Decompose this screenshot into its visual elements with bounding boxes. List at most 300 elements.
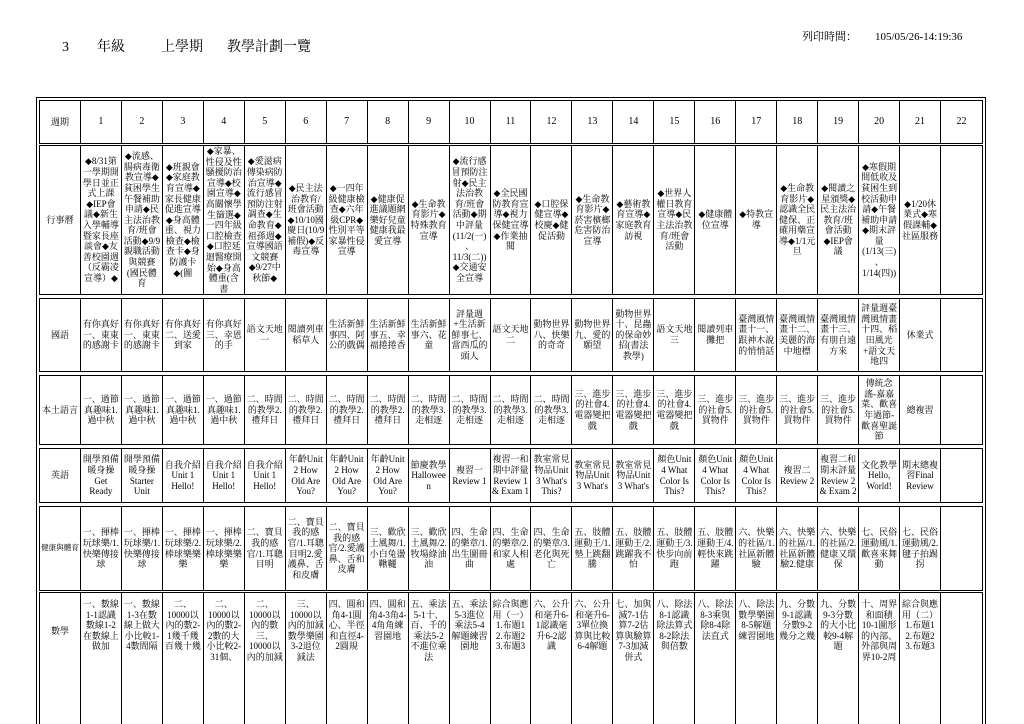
week-number [163,101,204,143]
table-cell-text: 開學預備暖身操Starter Unit [123,454,160,497]
table-cell [286,376,327,444]
table-cell [245,146,286,294]
table-cell-text: 一、數線1-1認識數線1-2在數線上做加 [82,599,119,652]
table-cell-text: 三、進步的社會5.買物件 [820,394,857,426]
table-cell [409,449,450,502]
table-cell [122,449,163,502]
table-cell [613,146,654,294]
table-cell [818,593,859,724]
table-cell [204,299,245,371]
table-cell-text: ◆班親會◆家庭教育宣導◆家長健康促進宣導◆身高體重、視力檢查◆檢查卡◆身防護卡◆(圖 [164,161,201,278]
table-cell [736,299,777,371]
table-cell-text: 傳統念謠-嘉嘉菜、歡喜年過節-歡喜聖誕節 [861,378,898,442]
table-cell-text: 二、10000以內的數三、10000以內的加減 [246,599,283,662]
table-cell [613,507,654,590]
table-cell [286,593,327,724]
table-cell-text: ◆全民國防教育宣導◆視力保健宣導◆作業抽閱 [492,188,529,252]
table-cell-text: 動物世界九、愛的願望 [574,319,611,351]
table-cell-text: 語文天地三 [656,324,693,345]
table-cell [122,299,163,371]
table-cell-text: 生活新鮮事六、花童 [410,319,447,351]
table-cell [204,146,245,294]
week-number [777,101,818,143]
week-number-text: 15 [669,115,680,127]
table-cell-text: 休業式 [906,329,934,340]
week-number-text: 13 [587,115,598,127]
table-cell [777,449,818,502]
table-cell-text: ◆流感、腸病毒衛教宣導◆貧困學生午餐補助申請◆民主法治教育/班會活動◆9/9親職活動與競賽(國民體育 [123,151,161,289]
table-cell [531,593,572,724]
table-cell-text: 自我介紹Unit 1 Hello! [205,459,242,491]
table-cell-text: 期末總複習Final Review [902,459,939,491]
table-cell [327,146,368,294]
week-number [286,101,327,143]
table-cell [204,507,245,590]
row-label-text: 國語 [50,329,69,340]
table-cell [900,376,941,444]
table-cell-text: 語文天地一 [246,324,283,345]
week-number-text: 12 [546,115,557,127]
table-cell-text: 一、揮棒玩球樂/1.快樂傳接球 [82,527,120,570]
table-cell-text: 四、圓和角4-1圓心、半徑和直徑4-2圓規 [328,599,365,652]
table-cell [204,593,245,724]
table-cell [450,299,491,371]
table-cell [491,507,532,590]
table-cell [531,449,572,502]
table-cell-text: 五、肢體運動王/2.跳躍我不怕 [615,527,652,570]
week-number [818,101,859,143]
table-cell-text: 節慶教學Halloween [410,459,447,491]
table-cell [613,449,654,502]
table-cell [122,507,163,590]
table-cell-text: 總複習 [906,404,934,415]
table-cell [122,376,163,444]
week-number-text: 14 [628,115,639,127]
table-cell [368,507,409,590]
table-cell-text: 開學預備暖身操Get Ready [82,454,119,497]
table-cell-text: 一、揮棒玩球樂/1.快樂傳接球 [123,527,161,570]
table-cell-text: 三、10000以內的加減數學樂園3-2退位減法 [287,599,324,662]
table-cell-text: 文化教學Hello, World! [861,459,898,491]
table-cell [491,449,532,502]
table-cell [81,593,122,724]
table-cell-text: ◆愛滋病傳染病防治宣導◆流行感冒預防注射調查◆生命教育◆祖孫週◆宣導國語文競賽◆9/27中秋節◆ [246,156,283,283]
health-pe-row [39,506,983,591]
table-cell-text: 十、周界和面積10-1圖形的內部、外部與周界10-2周 [861,599,898,662]
week-label-text: 週期 [50,116,69,127]
document-title: 教學計劃一覽 [227,40,311,55]
table-cell-text: 六、快樂的社區/1.社區新體驗 [738,527,775,570]
table-cell [491,299,532,371]
table-cell [204,376,245,444]
week-header-row [39,100,983,144]
table-cell [695,507,736,590]
week-number-text: 3 [180,115,186,127]
week-number-text: 9 [426,115,432,127]
table-cell-text: 閱讀列車攤把 [697,324,734,345]
table-cell [572,507,613,590]
week-number [368,101,409,143]
table-cell [450,376,491,444]
week-number [122,101,163,143]
week-number [327,101,368,143]
week-number [572,101,613,143]
table-cell-text: ◆流行感冒預防注射◆民主法治教育/班會活動◆期中評量(11/2(一)、11/3(二))◆交通安全宣導 [451,156,488,283]
week-number [941,101,982,143]
row-label-text: 數學 [50,626,69,636]
week-number-text: 19 [833,115,844,127]
week-number-text: 21 [915,115,926,127]
table-cell [859,593,900,724]
table-cell [695,376,736,444]
week-number [736,101,777,143]
table-cell-text: 五、肢體運動王/3.快步向前跑 [656,527,693,570]
table-cell [286,146,327,294]
table-cell [163,593,204,724]
chinese-row [39,298,983,372]
table-cell [409,299,450,371]
table-cell [327,507,368,590]
table-cell [572,146,613,294]
table-cell-text: ◆1/20休業式◆寒假課輔◆社區服務 [902,198,939,241]
table-cell-text: 二、10000以內的數2-1幾千幾百幾十幾 [164,599,201,652]
table-cell-text: 二、時間的教學3.走相逐 [492,394,529,426]
table-cell [286,449,327,502]
table-cell-text: 二、寶貝我的感官/2.愛護鼻、舌和皮膚 [328,522,365,575]
table-cell-text: 五、乘法5-3進位乘法5-4解題練習園地 [451,599,488,652]
table-cell [613,376,654,444]
week-label [40,101,81,143]
table-cell [695,146,736,294]
table-cell [531,507,572,590]
table-cell-text: ◆生命教育影片◆認識全民健保、正確用藥宣導◆1/1元旦 [778,182,816,257]
table-cell [245,449,286,502]
grade-label: 年級 [97,40,125,55]
table-cell [654,299,695,371]
table-cell [777,593,818,724]
table-cell-text: 動物世界八、快樂的奇奇 [533,319,570,351]
table-cell [777,507,818,590]
table-cell [859,376,900,444]
table-cell [450,146,491,294]
week-number [245,101,286,143]
table-cell-text: 顏色Unit 4 What Color Is This? [698,454,733,497]
table-cell [163,376,204,444]
table-cell-text: 年齡Unit 2 How Old Are You? [329,454,364,497]
table-cell-text: ◆民主法治教育/班會活動◆10/10國慶日(10/9補假)◆反毒宣導 [287,182,325,257]
table-cell-text: 一、數線1-3在數線上做大小比較1-4數間隔 [123,599,160,652]
row-label-text: 行事曆 [46,214,74,225]
table-cell-text: 三、進步的社會4.電器變把戲 [615,388,652,431]
table-cell-text: 六、快樂的社區/1.社區新體驗2.健康 [779,527,816,570]
table-cell [81,299,122,371]
row-label-text: 本土語言 [41,404,78,415]
table-cell-text: 複習二Review 2 [780,464,815,486]
table-cell-text: 二、寶貝我的感官/1.耳聰目明2.愛護鼻、舌和皮膚 [287,516,324,580]
row-label [40,507,81,590]
table-cell-text: 八、除法8-3乘與除8-4除法直式 [697,599,734,641]
table-cell-text: 七、加與減7-1估算7-2估算與驗算7-3加減併式 [615,599,652,662]
table-cell [941,507,982,590]
week-number-text: 18 [792,115,803,127]
week-number [695,101,736,143]
table-cell-text: 二、10000以內的數2-2數的大小比較2-31個、 [206,599,242,662]
table-cell-text: ◆家暴、性侵及性騷擾防治宣導◆校園宣導◆高關懷學生篩選◆一四年級口腔檢查◆口腔延迴醫療開始◆身高體重(含書 [205,146,242,294]
table-cell-text: 三、歡欣土風舞/2.牧場綠油油 [410,527,447,570]
table-cell-text: 複習一Review 1 [452,464,487,486]
table-cell-text: 一、揮棒玩球樂/2.棒球樂樂樂 [164,527,201,570]
table-cell-text: 生活新鮮事四、阿公的戲偶 [328,319,365,351]
table-cell-text: 三、進步的社會5.買物件 [738,394,775,426]
table-cell [900,146,941,294]
week-number-text: 4 [221,115,227,127]
table-cell-text: 閱讀列車稻草人 [287,324,324,345]
table-cell [654,449,695,502]
table-cell-text: 四、圓和角4-3角4-4角角練習園地 [368,599,407,641]
table-cell-text: 年齡Unit 2 How Old Are You? [288,454,323,497]
week-number-text: 6 [303,115,309,127]
calendar-row [39,145,983,295]
row-label [40,146,81,294]
week-number [491,101,532,143]
table-cell [695,593,736,724]
row-label [40,449,81,502]
english-row [39,448,983,503]
table-cell [736,376,777,444]
table-cell-text: 二、時間的教學3.走相逐 [451,394,488,426]
table-cell-text: 三、歡欣土風舞/1.小白兔盪鞦韆 [369,527,406,570]
table-cell [654,507,695,590]
table-cell-text: 九、分數9-3分數的大小比較9-4解題 [820,599,857,652]
table-cell-text: ◆生命教育影片◆菸害檳榔危害防治宣導 [574,193,611,246]
table-cell [450,507,491,590]
table-cell [204,449,245,502]
table-cell [654,146,695,294]
week-number-text: 10 [464,115,475,127]
table-cell [859,299,900,371]
table-cell-text: ◆藝術教育宣導◆家庭教育訪視 [615,198,652,241]
table-cell [245,593,286,724]
week-number-text: 11 [505,115,516,127]
table-cell-text: 自我介紹Unit 1 Hello! [164,459,201,491]
table-cell [736,593,777,724]
table-cell-text: 三、進步的社會4.電器變把戲 [574,388,611,431]
table-cell [818,376,859,444]
table-cell [572,449,613,502]
table-cell-text: ◆健康體位宣導 [698,209,733,230]
table-cell-text: 二、時間的教學2.禮拜日 [328,394,365,426]
term-label: 上學期 [161,40,203,55]
row-label [40,299,81,371]
table-cell [941,299,982,371]
week-number [81,101,122,143]
table-cell [245,376,286,444]
table-cell [81,449,122,502]
table-cell [531,376,572,444]
week-number [450,101,491,143]
print-time-value: 105/05/26-14:19:36 [875,31,963,43]
table-cell [695,299,736,371]
table-cell-text: 一、過節真趣味1.過中秋 [164,394,201,426]
table-cell [900,299,941,371]
table-cell-text: 複習二和期末評量Review 2 & Exam 2 [819,454,857,497]
table-cell [736,507,777,590]
week-number-text: 2 [139,115,145,127]
table-cell [368,146,409,294]
row-label-text: 英語 [50,470,69,481]
table-cell [941,449,982,502]
week-number-text: 1 [98,115,104,127]
table-cell-text: 一、過節真趣味1.過中秋 [205,394,242,426]
week-number-text: 20 [874,115,885,127]
table-cell [941,146,982,294]
week-number [409,101,450,143]
table-cell [81,376,122,444]
row-label [40,376,81,444]
table-cell-text: 評量週臺灣風情畫十四、稻田風光+語文天地四 [861,303,898,367]
week-number-text: 22 [956,115,967,127]
table-cell [286,299,327,371]
table-cell-text: 有你真好一、東東的感謝卡 [82,319,119,351]
table-cell-text: 二、時間的教學2.禮拜日 [246,394,283,426]
table-cell-text: 六、公升和毫升6-3單位換算與比較6-4解題 [574,599,611,652]
native-language-row [39,375,983,445]
table-cell-text: 四、生命的樂章/2.和家人相處 [492,527,529,570]
table-cell [491,146,532,294]
math-row [39,592,983,724]
table-cell [613,593,654,724]
table-cell-text: 八、除法8-1認識除法算式8-2除法與倍數 [656,599,693,652]
table-cell [777,376,818,444]
table-cell [818,449,859,502]
table-cell [941,376,982,444]
table-cell-text: 六、快樂的社區/2.健康又環保 [820,527,857,570]
table-cell [122,593,163,724]
table-cell-text: ◆生命教育影片◆特殊教育宣導 [410,198,447,241]
table-cell [900,507,941,590]
table-cell [572,593,613,724]
table-cell [572,299,613,371]
table-cell-text: 有你真好三、幸恩的手 [205,319,242,351]
table-cell-text: 八、除法數學樂園8-5解題練習園地 [738,599,775,641]
table-cell-text: ◆特教宣導 [739,209,774,230]
table-cell [327,593,368,724]
table-cell-text: 語文天地二 [492,324,529,345]
row-label [40,593,81,724]
table-cell-text: 三、進步的社會5.買物件 [779,394,816,426]
table-cell [491,376,532,444]
table-cell [941,593,982,724]
table-cell-text: 教室常見物品Unit 3 What's [574,459,611,491]
table-cell-text: 複習一和期中評量Review 1 & Exam 1 [491,454,529,497]
table-cell-text: 九、分數9-1認識分數9-2幾分之幾 [779,599,816,641]
week-number-text: 8 [385,115,391,127]
table-cell-text: 五、肢體運動王/4.輕快來跳躍 [697,527,734,570]
table-cell [654,593,695,724]
table-cell-text: 臺灣風情畫十一、跟神木說的悄悄話 [738,313,775,356]
table-cell-text: 顏色Unit 4 What Color Is This? [739,454,774,497]
week-number-text: 7 [344,115,350,127]
table-cell-text: 一、過節真趣味1.過中秋 [123,394,160,426]
table-cell-text: 二、時間的教學3.走相逐 [533,394,570,426]
table-cell [450,593,491,724]
table-cell [818,507,859,590]
table-cell-text: 評量週+生活新鮮事七、當西瓜的頭人 [451,308,488,361]
week-number [654,101,695,143]
week-number-text: 5 [262,115,268,127]
table-cell [777,146,818,294]
table-cell-text: 五、肢體運動王/1.墊上跳翻騰 [574,527,611,570]
table-cell-text: 有你真好二、送愛到家 [164,319,201,351]
week-number-text: 17 [751,115,762,127]
table-cell [695,449,736,502]
table-cell [859,146,900,294]
table-cell [736,146,777,294]
table-cell [777,299,818,371]
table-cell-text: 綜合與應用（二）1.布題1 2.布題2 3.布題3 [902,599,939,652]
table-cell-text: 二、時間的教學2.禮拜日 [287,394,324,426]
table-cell-text: 六、公升和毫升6-1認識毫升6-2認識 [533,599,570,652]
table-cell [368,376,409,444]
table-cell [572,376,613,444]
table-cell [286,507,327,590]
week-number [900,101,941,143]
week-number [204,101,245,143]
table-cell-text: 三、進步的社會5.買物件 [697,394,734,426]
table-cell-text: 教室常見物品Unit 3 What's This? [533,454,570,497]
table-cell-text: 四、生命的樂章/1.出生圖冊曲 [451,527,488,570]
table-cell-text: 臺灣風情畫十三、有朋自遠方來 [820,313,857,356]
table-cell-text: 教室常見物品Unit 3 What's [615,459,652,491]
table-cell-text: 有你真好一、東東的感謝卡 [123,319,160,351]
table-cell [491,593,532,724]
table-cell-text: 年齡Unit 2 How Old Are You? [370,454,405,497]
table-cell-text: ◆寒假期間低收及貧困生到校活動申請◆午餐補助申請◆期末評量(1/13(三)、1/14(四)) [861,161,898,278]
table-cell [245,299,286,371]
table-cell [818,299,859,371]
table-cell-text: 三、進步的社會4.電器變把戲 [656,388,693,431]
table-cell [368,593,409,724]
week-number [613,101,654,143]
table-cell-text: 七、民俗運動風/2.毽子拍踢拐 [901,527,939,570]
table-cell-text: 四、生命的樂章/3.老化與死亡 [533,527,570,570]
table-cell [327,299,368,371]
table-cell [409,146,450,294]
table-cell-text: ◆健康促進議題網樂好兒童健康我最愛宣導 [369,193,406,246]
table-cell-text: ◆世界人權日教育宣導◆民主法治教育/班會活動 [656,188,693,252]
table-cell [450,449,491,502]
row-label-text: 健康與體育 [41,543,79,553]
table-cell-text: ◆8/31第一學期開學日並正式上課◆IEP會議◆新生入學輔導暨家長座談會◆友善校園週（反霸凌宣導）◆ [82,156,119,283]
table-cell [900,593,941,724]
table-cell-text: 顏色Unit 4 What Color Is This? [657,454,692,497]
table-cell-text: 綜合與應用（一）1.布題1 2.布題2 3.布題3 [492,599,529,652]
table-cell [409,507,450,590]
table-cell [327,376,368,444]
table-cell [531,299,572,371]
table-cell [327,449,368,502]
table-cell [163,507,204,590]
table-cell-text: 自我介紹Unit 1 Hello! [246,459,283,491]
table-cell-text: ◆閱讀之星頒獎◆民主法治教育/班會活動◆IEP會議 [820,182,857,257]
table-cell [163,449,204,502]
teaching-plan-table [36,97,986,724]
table-cell [163,299,204,371]
table-cell [531,146,572,294]
table-cell [736,449,777,502]
table-cell-text: 生活新鮮事五、幸福捲捲香 [369,319,406,351]
table-cell [654,376,695,444]
